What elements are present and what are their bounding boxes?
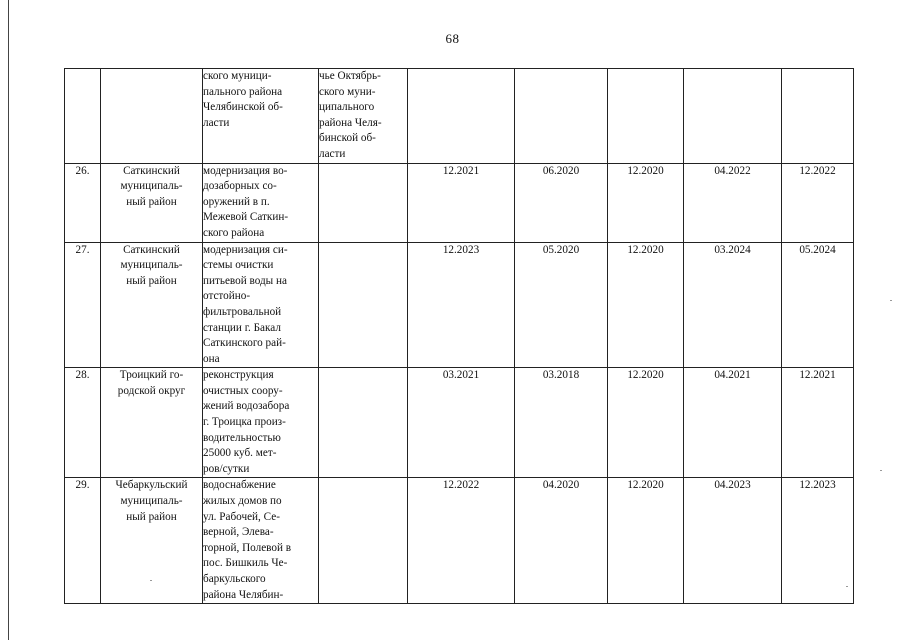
date-cell: 12.2022 <box>408 478 515 604</box>
page-edge-line <box>8 0 9 640</box>
description-cell: водоснабжение жилых домов по ул. Рабочей, Се- верной, Элева- торной, Полевой в пос. Бишкиль Че- баркульского района Челябин- <box>203 478 319 604</box>
date-cell: 04.2021 <box>684 368 782 478</box>
date-cell: 04.2020 <box>515 478 608 604</box>
date-cell: 12.2021 <box>408 163 515 242</box>
description-cell: ского муници- пального района Челябинской об- ласти <box>203 69 319 164</box>
extra-cell <box>319 242 408 368</box>
description-cell: реконструкция очистных соору- жений водозабора г. Троицка произ- водительностью 25000 куб. мет- ров/сутки <box>203 368 319 478</box>
date-cell: 04.2022 <box>684 163 782 242</box>
date-cell: 05.2020 <box>515 242 608 368</box>
extra-cell: чье Октябрь- ского муни- ципального района Челя- бинской об- ласти <box>319 69 408 164</box>
table-row <box>65 368 854 478</box>
date-cell: 12.2020 <box>608 163 684 242</box>
scan-speck <box>150 580 152 581</box>
date-cell: 06.2020 <box>515 163 608 242</box>
date-cell: 12.2020 <box>608 478 684 604</box>
description-cell: модернизация си- стемы очистки питьевой воды на отстойно- фильтровальной станции г. Бакал Саткинского рай- она <box>203 242 319 368</box>
region-cell: Саткинский муниципаль- ный район <box>101 242 203 368</box>
row-number: 29. <box>65 478 101 604</box>
row-number: 26. <box>65 163 101 242</box>
date-cell: 12.2020 <box>608 368 684 478</box>
date-cell <box>408 69 515 164</box>
region-cell: Троицкий го- родской округ <box>101 368 203 478</box>
date-cell: 12.2022 <box>782 163 854 242</box>
scan-speck <box>890 300 892 301</box>
page-number: 68 <box>445 31 460 46</box>
scan-speck <box>880 470 882 471</box>
table-row <box>65 69 854 164</box>
date-cell: 12.2023 <box>782 478 854 604</box>
data-table <box>64 68 854 604</box>
region-cell: Саткинский муниципаль- ный район <box>101 163 203 242</box>
table-row <box>65 242 854 368</box>
scan-speck <box>846 586 848 587</box>
date-cell: 03.2018 <box>515 368 608 478</box>
table-row <box>65 478 854 604</box>
description-cell: модернизация во- дозаборных со- оружений в п. Межевой Саткин- ского района <box>203 163 319 242</box>
extra-cell <box>319 163 408 242</box>
date-cell <box>608 69 684 164</box>
date-cell <box>684 69 782 164</box>
date-cell: 12.2021 <box>782 368 854 478</box>
date-cell: 03.2024 <box>684 242 782 368</box>
extra-cell <box>319 368 408 478</box>
date-cell: 04.2023 <box>684 478 782 604</box>
date-cell: 12.2023 <box>408 242 515 368</box>
date-cell <box>782 69 854 164</box>
date-cell: 03.2021 <box>408 368 515 478</box>
row-number: 27. <box>65 242 101 368</box>
date-cell: 05.2024 <box>782 242 854 368</box>
date-cell <box>515 69 608 164</box>
region-cell: Чебаркульский муниципаль- ный район <box>101 478 203 604</box>
region-cell <box>101 69 203 164</box>
row-number <box>65 69 101 164</box>
extra-cell <box>319 478 408 604</box>
date-cell: 12.2020 <box>608 242 684 368</box>
table-row <box>65 163 854 242</box>
row-number: 28. <box>65 368 101 478</box>
